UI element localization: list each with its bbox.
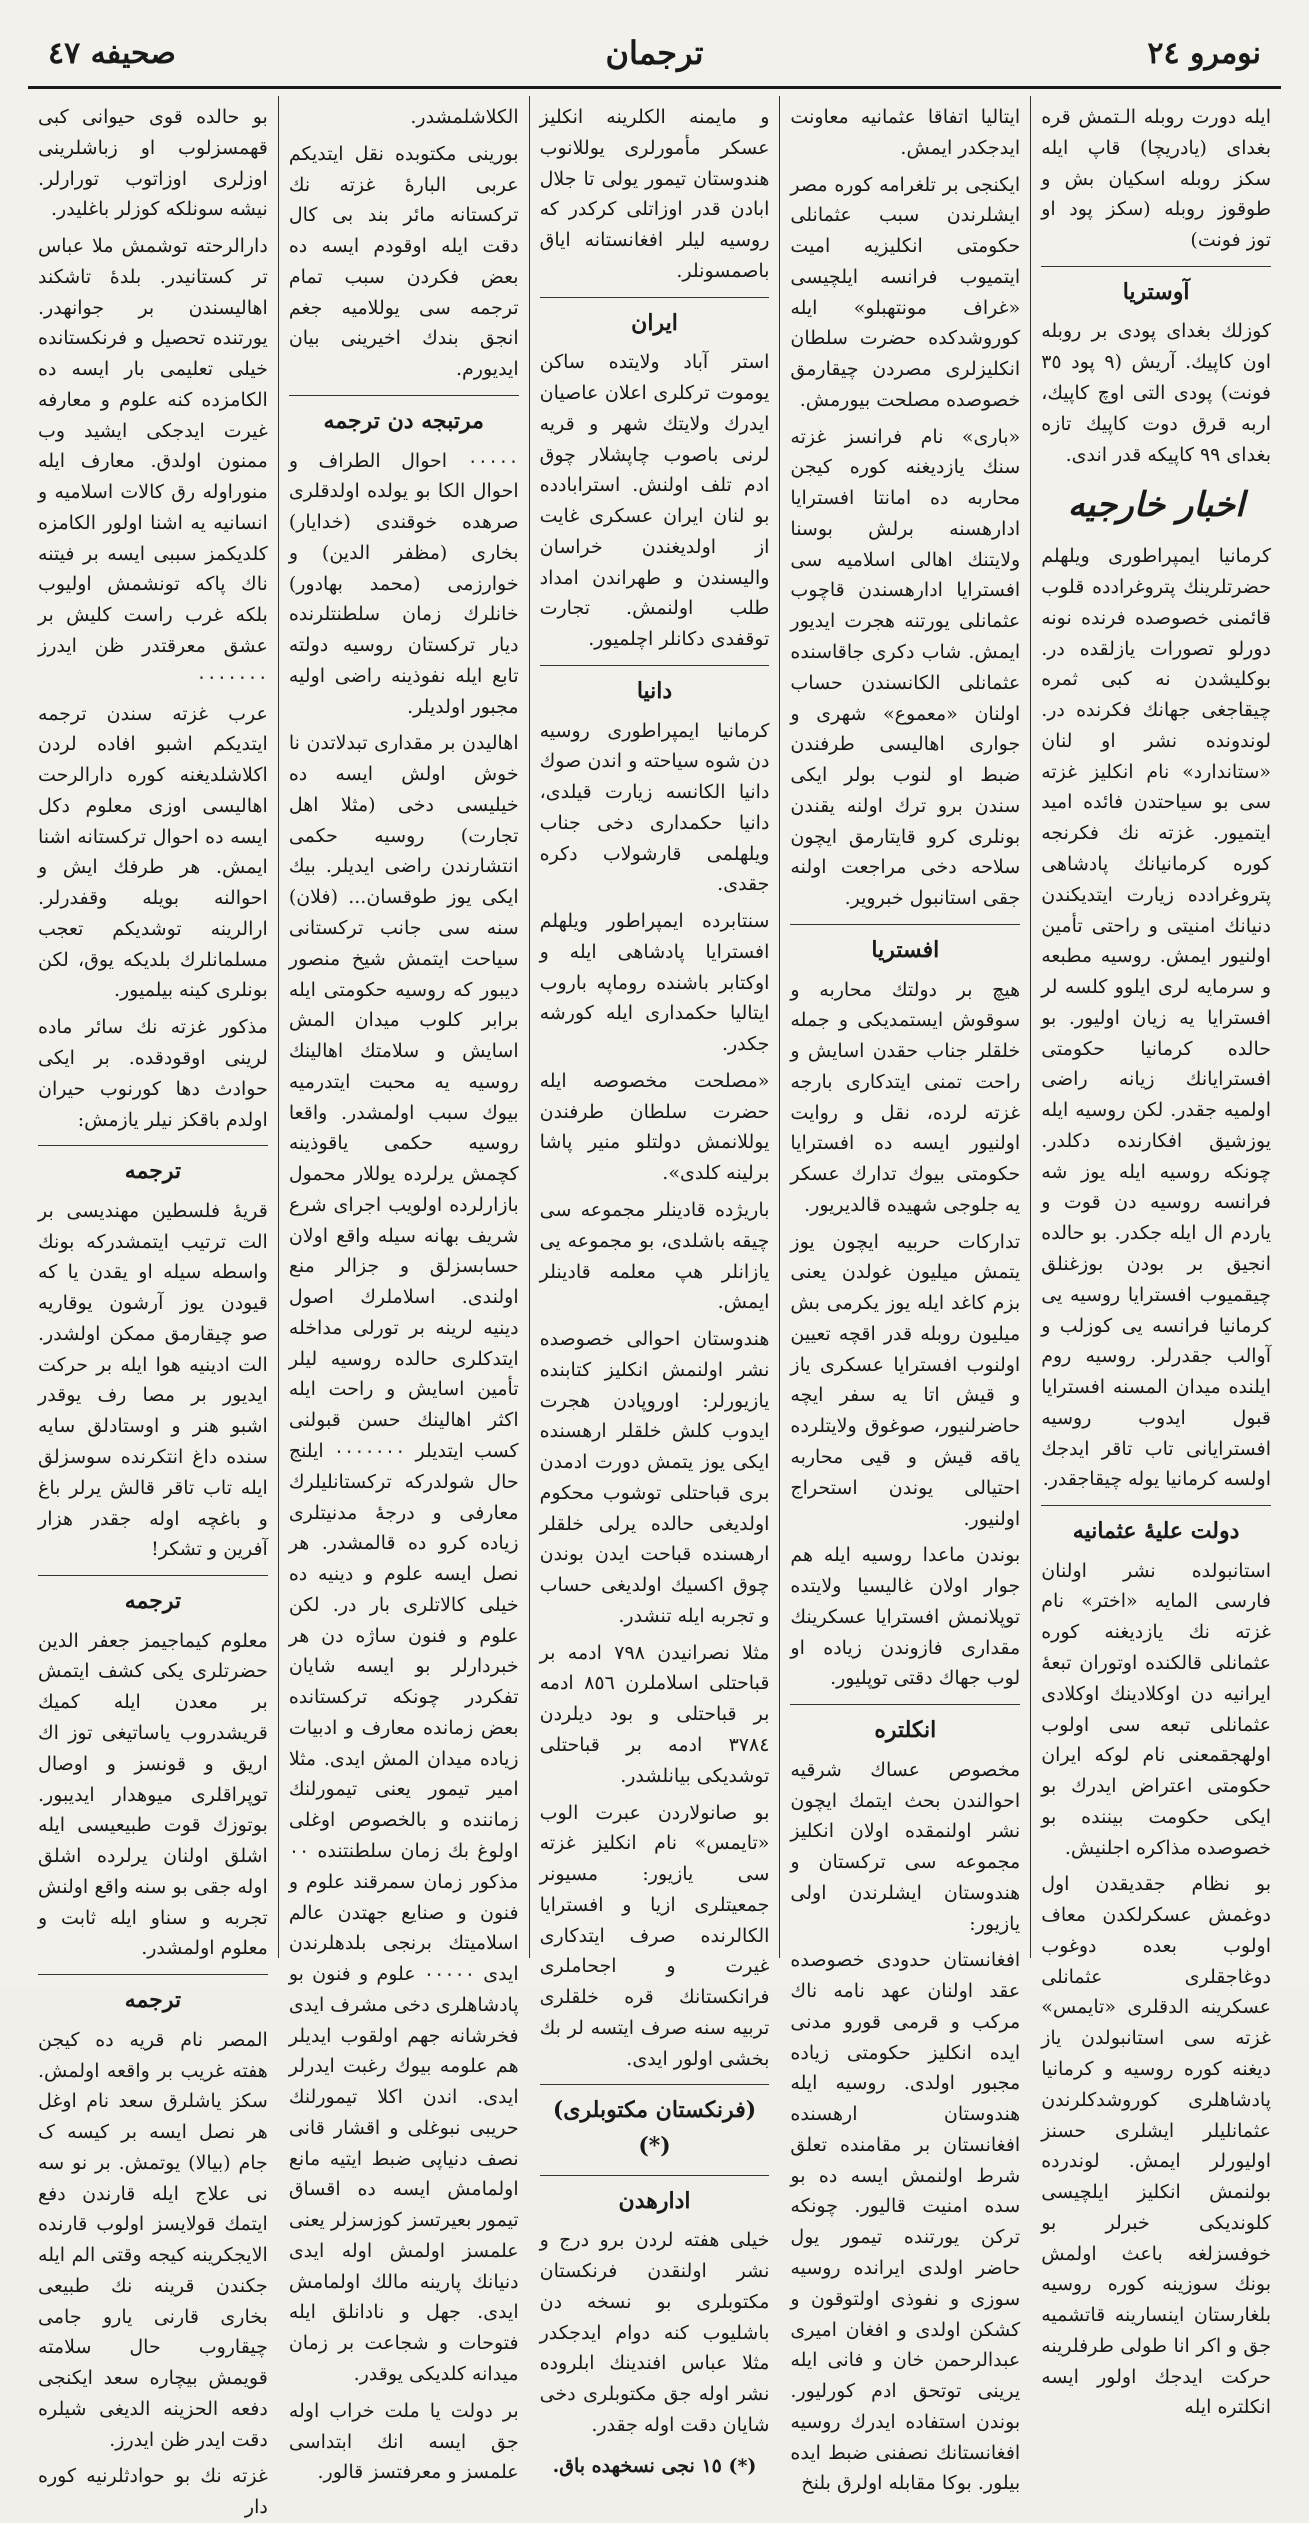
section-heading: دانیا (636, 677, 673, 704)
divider (540, 297, 770, 298)
paragraph: ۰۰۰۰۰ احوال الطراف و احوال الکا بو یولده اولدقلری صرهده خوقندی (خدایار) بخاری (مظفر الدین) و خوارزمی (محمد بهادور) خانلرك زمان سلطنتلرنده دیار ترکستان روسیه دولته تابع ایله نفوذینه راضی اولیه مجبور اولدیلر. (288, 449, 519, 718)
paragraph: «مصلحت مخصوصه ایله حضرت سلطان طرفندن یوللانمش دولتلو منیر پاشا برلینه کلدی». (539, 1069, 770, 1185)
column-4 (278, 96, 529, 2484)
section-heading: ایران (631, 309, 678, 336)
section-heading: ادارهدن (618, 2187, 691, 2214)
divider (540, 2175, 770, 2176)
paragraph: ایکنجی بر تلغرامه کوره مصر ایشلرندن سبب عثمانلی حکومتی انکلیزیه امیت ایتمیوب فرانسه ایلچیسی «غراف مونتهبلو» ایله کوروشدکده حضرت سلطان انکلیزلری مصردن چیقارمق خصوصده مصلحت بیورمش. (790, 173, 1021, 411)
paragraph: الکلاشلمشدر. (410, 106, 519, 128)
divider (540, 2084, 770, 2085)
section-heading: افستریا (871, 936, 940, 963)
section-heading: (فرنکستان مکتوبلری) (*) (552, 2097, 757, 2160)
paragraph: تدارکات حربیه ایچون یوز یتمش میلیون غولدن یعنی بزم کاغد ایله یوز یکرمی بش میلیون روبله قدر اقچه تعیین اولنوب افسترایا عسکری یاز و قیش اتا یه سفر ایچه حاضرلنیور، صوغوق ولایتلرده یاقه قیش و قیی محاربه احتیالی یوندن استحراج اولنیور. (790, 1230, 1021, 1530)
paragraph: استر آباد ولایتده ساکن یوموت ترکلری اعلان عاصیان ایدرك ولایتك شهر و قریه لرنی باصوب چاپشلار چوق ادم تلف اولنش. استرابادده بو لنان ایران عسکری غایت از اولدیغندن خراسان والیسندن و طهراندن امداد طلب اولنمش. تجارت توقفدی دکانلر اچلمیور. (539, 351, 770, 651)
divider (540, 665, 770, 666)
section-heading: دولت علیهٔ عثمانیه (1072, 1518, 1240, 1545)
paragraph: اهالیدن بر مقداری تبدلاتدن نا خوش اولش ایسه ده خیلیسی دخی (مثلا اهل تجارت) روسیه حکمی انتشارندن راضی ایدیلر. بیك ایکی یوز طوقسان... (فلان) سنه سی جانب ترکستانی سیاحت ایتمش شیخ منصور دیبور که روسیه حکومتی ایله برابر کلوب میدان المش اسایش و سلامتك اهالینك روسیه یه محبت ایتدرمیه بیوك سبب اولمشدر. واقعا روسیه حکمی یاقوذینه کچمش یرلرده یوللار محمول بازارلرده اولویب اجرای شرع شریف بهانه سیله واقع اولان حسابسزلق و جزالر منع اولندی. اسلاملرك اصول دینیه لرینه بر تورلی مداخله ایتدکلری حالده روسیه لیلر تأمین اسایش و راحت ایله اکثر اهالینك حسن قبولنی کسب ایتدیلر ۰۰۰۰۰۰۰ ایلنج حال شولدرکه ترکستانلیلرك معارفی و درجهٔ مدنیتلری زیاده کرو ده قالمشدر. هر نصل ایسه علوم و دینیه ده خیلی کالاتلری بار در. لکن علوم و فنون ساژه دن هر خبردارلر بو ایسه شایان تفکردر چونکه ترکستانده بعض زمانده معارف و ادبیات زیاده میدان المش ایدی. مثلا امیر تیمور یعنی تیمورلنك زماننده و بالخصوص اوغلی اولوغ بك زمان سلطنتنده ۰۰ مذکور زمان سمرقند علوم و فنون و صنایع جهتدن عالم اسلامیتك برنجی بلدهلرندن ایدی ۰۰۰۰۰ علوم و فنون بو پادشاهلری دخی مشرف ایدی فخرشانه جهم اولقوب ایدیلر هم علومه بیوك رغبت ایدرلر ایدی. اندن اکلا تیمورلنك حریبی نبوغلی و اقشار قانی نصف دنیاپی ضبط ایتیه مانع اولمامش ایسه ده اقساق تیمور بعیرتسز کوزسزلر یعنی علمسز اولمش اوله ایدی دنیانك پارینه مالك اولمامش ایدی. جهل و نادانلق ایله فتوحات و شجاعت بر زمان میدانه کلدیکی یوقدر. (288, 732, 519, 2385)
divider (38, 1575, 268, 1576)
section-heading: آوستریا (1122, 278, 1190, 305)
paragraph: و مایمنه الکلرینه انکلیز عسکر مأمورلری یوللانوب هندوستان تیمور یولی تا جلال ابادن قدر اوزاتلی کرکدر که روسیه لیلر افغانستانه ایاق باصمسونلر. (539, 106, 770, 282)
paragraph: استانبولده نشر اولنان فارسی المایه «اختر» نام غزته نك یازدیغنه کوره عثمانلی قالکنده اوتوران تبعهٔ ایرانیه دن اوکلادینك اوکلادی عثمانلی تبعه سی اولوب اولهجقمعنی نام لوکه ایران حکومتی اعتراض ایدرك بو ایکی حکومت بیننده بو خصوصده مذاکره اجلنیش. (1041, 1559, 1271, 1859)
paragraph: خیلی هفته لردن برو درج و نشر اولنقدن فرنکستان مکتوبلری بو نسخه دن باشلیوب کنه دوام ایدجکدر مثلا عباس افندینك ابلروده نشر اوله جق مکتوبلری دخی شایان دقت اوله جقدر. (539, 2229, 770, 2436)
column-1 (1030, 96, 1281, 2419)
masthead (28, 22, 1281, 89)
section-heading: مرتبجه دن ترجمه (323, 407, 484, 434)
paragraph: بو حالده قوی حیوانی کبی قهمسزلوب او زباشلرینی اوزلری اوزاتوب تورارلر. نیشه سونلکه کوزلر باغلیدر. (38, 106, 268, 221)
divider (38, 1145, 268, 1146)
divider (790, 924, 1020, 925)
paragraph: بو صانولاردن عبرت الوب «تایمس» نام انکلیز غزته سی یازیور: مسیونر جمعیتلری ازیا و افسترایا الکالرنده صرف ایتدکاری غیرت و اجحاملری فرانکستانك قره خلقلری تربیه سنه صرف ایتسه لر بك بخشی اولور ایدی. (539, 1801, 770, 2070)
paragraph: معلوم کیماجیمز جعفر الدین حضرتلری یکی کشف ایتمش بر معدن ایله کمیك قریشدروب یاساتیغی توز اك اریق و قونسز و اوصال توپراقلری میوهدار ایدیبور. بوتوزك قوت طبیعیسی ایله اشلق اولنان یرلرده اشلق اوله جقی بو سنه واقع اولنش تجربه و سناو ایله ثابت و معلوم اولمشدر. (38, 1629, 268, 1960)
paragraph: کرمانیا ایمپراطوری روسیه دن شوه سیاحته و اندن صوك دانیا الکانسه زیارت قیلدی، دانیا حکمداری دخی جناب ویلهلمی قارشولاب دکره جقدی. (539, 719, 770, 896)
column-2 (779, 96, 1030, 2495)
paragraph: بو نظام جقدیقدن اول دوغمش عسکرلکدن معاف اولوب بعده دوغوب دوغاجقلری عثمانلی عسکرینه الدقلری «تایمس» غزته سی استانبولدن یاز دیغنه کوره روسیه و کرمانیا پادشاهلری کوروشدکلرندن عثمانلیلر ایشلری حسنز اولیورلر ایمش. لوندرده بولنمش انکلیز ایلچیسی کلوندیکی خبرلر بو خوفسزلغه باعث اولمش بونك سوزینه کوره روسیه بلغارستان اینسارینه قاتشمیه جق و اکر انا طولی طرفلرینه حرکت ایدجك اولور ایسه انکلتره ایله (1041, 1873, 1271, 2419)
divider (289, 395, 519, 396)
paragraph: مثلا نصرانیدن ٧٩٨ ادمه بر قباحتلی اسلاملرن ٨٥٦ ادمه بر قباحتلی و بود دیلردن ٣٧٨٤ ادمه بر قباحتلی توشدیکی بیانلشدر. (539, 1641, 770, 1787)
divider (790, 1704, 1020, 1705)
section-heading: انکلتره (874, 1717, 937, 1744)
paragraph: بورینی مکتوبده نقل ایتدیکم عربی البارهٔ غزته نك ترکستانه مائر بند بی کال دقت ایله اوقودم ایسه ده بعض فکردن سبب تمام ترجمه سی یوللامیه جغم انجق بندك اخیرینی بیان ایدیورم. (288, 142, 519, 381)
section-title: اخبار خارجیه (1067, 485, 1245, 526)
paragraph: کرمانیا ایمپراطوری ویلهلم حضرتلرینك پتروغرادده قلوب قائمنی خصوصده فرنده نونه دورلو تصورات یازلقده در. بوکلیشدن نه کبی ثمره چیقاجغی جهانك فکرنده در. لوندونده نشر او لنان «ستاندارد» نام انکلیز غزته سی بو سیاحتدن فائده امید ایتمیور. غزته نك فکرنجه کوره کرمانیانك پادشاهی پتروغرادده زیارت ایتدیکندن دنیانك امنیتی و راحتی تأمین اولنیور ایمش. روسیه مطبعه و سرمایه لری ایلوو کلسه لر افسترایا یه زیان اولیور. بو حالده کرمانیا حکومتی افسترایانك زیانه راضی اولمیه جقدر. لکن روسیه ایله یوزشیق افکارنده دکلدر. چونکه روسیه ایله یوز شه فرانسه روسیه دن قوت و یاردم ال ایله جکدر. بو حالده انجیق بر بودن بوزغنلق چیقمیوب افسترایا روسیه یی کرمانیا فرانسه یی کوزلب و آوالب جقدرلر. روسیه روم ایلنده میدان المسنه افسترایا قبول ایدوب روسیه افسترایانی تاب تاقر ایدجك اولسه کرمانیا یوله چیقاجقدر. (1041, 545, 1271, 1491)
column-5 (28, 96, 278, 2519)
page-number: صحیفه ٤٧ (48, 36, 176, 71)
paragraph: هندوستان احوالی خصوصده نشر اولنمش انکلیز کتابنده یازیورلر: اوروپادن هجرت ایدوب کلش خلقلر ارهسنده ایکی یوز یتمش دورت ادمدن بری قباحتلی توشوب محکوم اولدیغی حالده یرلی خلقلر ارهسنده قباحت ایدن بوندن چوق اکسیك اولدیغی حساب و تجربه ایله تنشدر. (539, 1328, 770, 1627)
paragraph: ایله دورت روبله الـتمش قره بغدای (یادریچا) قاپ ایله سکز روبله اسکیان بش و طوقوز روبله (سکز پود او توز فونت) (1041, 106, 1271, 252)
paragraph: بوندن ماعدا روسیه ایله هم جوار اولان غالیسیا ولایتده توپلانمش افسترایا عسکرینك مقداری فازوندن زیاده او لوب جهاك دقتی توپلیور. (790, 1544, 1021, 1690)
paragraph: ایتالیا اتفاقا عثمانیه معاونت ایدجکدر ایمش. (790, 106, 1021, 159)
divider (38, 1974, 268, 1975)
paragraph: کوزلك بغدای پودی بر روبله اون کاپیك. آریش (٩ پود ٣٥ فونت) پودی التی اوچ کاپیك، اربه قرق دوت کاپیك تازه بغدای ٩٩ کاپیکه قدر اندی. (1041, 320, 1271, 466)
section-heading: ترجمه (124, 1588, 182, 1615)
column-3 (529, 96, 780, 2477)
footnote: (*) ١٥ نجی نسخهده باق. (552, 2454, 757, 2477)
paragraph: باریژده قادینلر مجموعه سی چیقه باشلدی، بو مجموعه یی یازانلر هپ معلمه قادینلر ایمش. (539, 1198, 770, 1314)
section-heading: ترجمه (124, 1158, 182, 1185)
paragraph: هیچ بر دولتك محاربه و سوقوش ایستمدیکی و جمله خلقلر جناب حقدن اسایش و راحت تمنی ایتدکاری بارجه غزته لرده، نقل و روایت اولنیور ایسه ده افسترایا حکومتی بیوك تدارك عسکر یه جلوجی شهیده قالدیریور. (790, 978, 1021, 1216)
divider (1041, 266, 1271, 267)
paragraph: غزته نك بو حوادثلرنیه کوره دار (38, 2465, 268, 2519)
paragraph: مذکور غزته نك سائر ماده لرینی اوقودقده. بر ایکی حوادث دها کورنوب حیران اولدم باقکز نیلر یازمش: (38, 1016, 268, 1131)
divider (1041, 1505, 1271, 1506)
paragraph: عرب غزته سندن ترجمه ایتدیکم اشبو افاده لردن اکلاشلدیغنه کوره دارالرحت اهالیسی اوزی معلوم دکل ایسه ده احوال ترکستانه اشنا ایمش. هر طرفك ایش و احوالنه بویله وقفدرلر. ارالرینه توشدیکم تعجب مسلمانلرك بلدیکه یوق، لکن بونلری کینه بیلمیور. (38, 702, 268, 1002)
paragraph: دارالرحته توشمش ملا عباس تر کستانیدر. بلدهٔ تاشکند اهالیسندن بر جوانهدر. یورتنده تحصیل و فرنکستانده خیلی تعلیمی بار ایسه ده الکامزده کنه علوم و معارفه غیرت ایدجکی ایشید وب ممنون اولدق. معارف ایله منوراوله رق کالات اسلامیه و انسانیه یه اشنا اولور الکامزه کلدیکمز سببی ایسه بر فیتنه ناك پاکه تونشمش اولیوب بلکه غرب راست کلیش بر عشق معرقتدر ظن ایدرز ۰۰۰۰۰۰۰ (38, 235, 268, 688)
section-heading: ترجمه (124, 1987, 182, 2014)
newspaper-title: ترجمان (605, 34, 704, 72)
paragraph: مخصوص عساك شرقیه احوالندن بحث ایتمك ایچون نشر اولنمقده اولان انکلیز مجموعه سی ترکستان و هندوستان ایشلرندن اولی یازیور: (790, 1758, 1021, 1935)
paragraph: المصر نام قریه ده کیجن هفته غریب بر واقعه اولمش. سکز یاشلرق سعد نام اوغل هر نصل ایسه بر کیسه ک جام (بیالا) یوتمش. بر نو سه نی علاج ایله قارندن دفع ایتمك قولایسز اولوب قارنده الایجکرینه کیجه وقتی الم ایله جکندن قرینه نك طبیعی بخاری قارنی یارو جامی چیقاروب حال سلامته قویمش بیچاره سعد ایکنجی دفعه الحزینه الدیغی شیلره دقت ایدر ظن ایدرز. (38, 2028, 268, 2451)
paragraph: بر دولت یا ملت خراب اوله جق ایسه انك ابتداسی علمسز و معرفتسز قالور. (288, 2399, 519, 2484)
paragraph: «باری» نام فرانسز غزته سنك یازدیغنه کوره کیجن محاربه ده امانتا افسترایا ادارهسنه برلش بوسنا ولایتنك اهالی اسلامیه سی افسترایا ادارهسندن قاچوب عثمانلی یورتنه هجرت ایدیور ایمش. شاب دکری جاقاسنده عثمانلی الکانسندن حساب اولنان «معموع» شهری و جواری اهالیسی طرفندن ضبط او لنوب بولر ایکی سندن برو ترك اولنه یقندن بونلری کرو قایتارمق ایچون سلاحه دخی مراجعت اولنه جقی استانبول خبرویر. (790, 425, 1021, 910)
columns-container (28, 96, 1281, 2519)
paragraph: سنتابرده ایمپراطور ویلهلم افسترایا پادشاهی ایله و اوکتابر باشنده روماپه باروب ایتالیا حکمداری ایله کورشه جکدر. (539, 910, 770, 1056)
paragraph: قریهٔ فلسطین مهندیسی بر الت ترتیب ایتمشدرکه بونك واسطه سیله او یقدن یا که قیودن یوز آرشون یوقاریه صو چیقارمق ممکن اولشدر. الت ادینیه هوا ایله بر حرکت ایدیور بر مصا رف یوقدر اشبو هنر و اوستادلق سایه سنده داغ انتکرنده سوسزلق ایله تاب تاقر قالش یرلر باغ و باغچه اوله جقدر هزار آفرین و تشکر! (38, 1199, 268, 1561)
paragraph: افغانستان حدودی خصوصده عقد اولنان عهد نامه ناك مرکب و قرمی قورو مدنی ایده انکلیز حکومتی زیاده مجبور اولدی. روسیه ایله هندوستان ارهسنده افغانستان بر مقامنده تعلق شرط اولنمش ایسه ده بو سده امنیت قالیور. چونکه ترکن یورتنده تیمور یول حاضر اولدی ایرانده روسیه سوزی و نفوذی اولتوقون و کشکن اولدی و افغان امیری عبدالرحمن خان و فانی ایله یرینی توتحق ادم کورلیور. بوندن استفاده ایدرك روسیه افغانستانك نصفنی ضبط ایده بیلور. بوکا مقابله اولرق بلنخ (790, 1949, 1021, 2495)
issue-number: نومرو ٢٤ (1147, 36, 1261, 71)
